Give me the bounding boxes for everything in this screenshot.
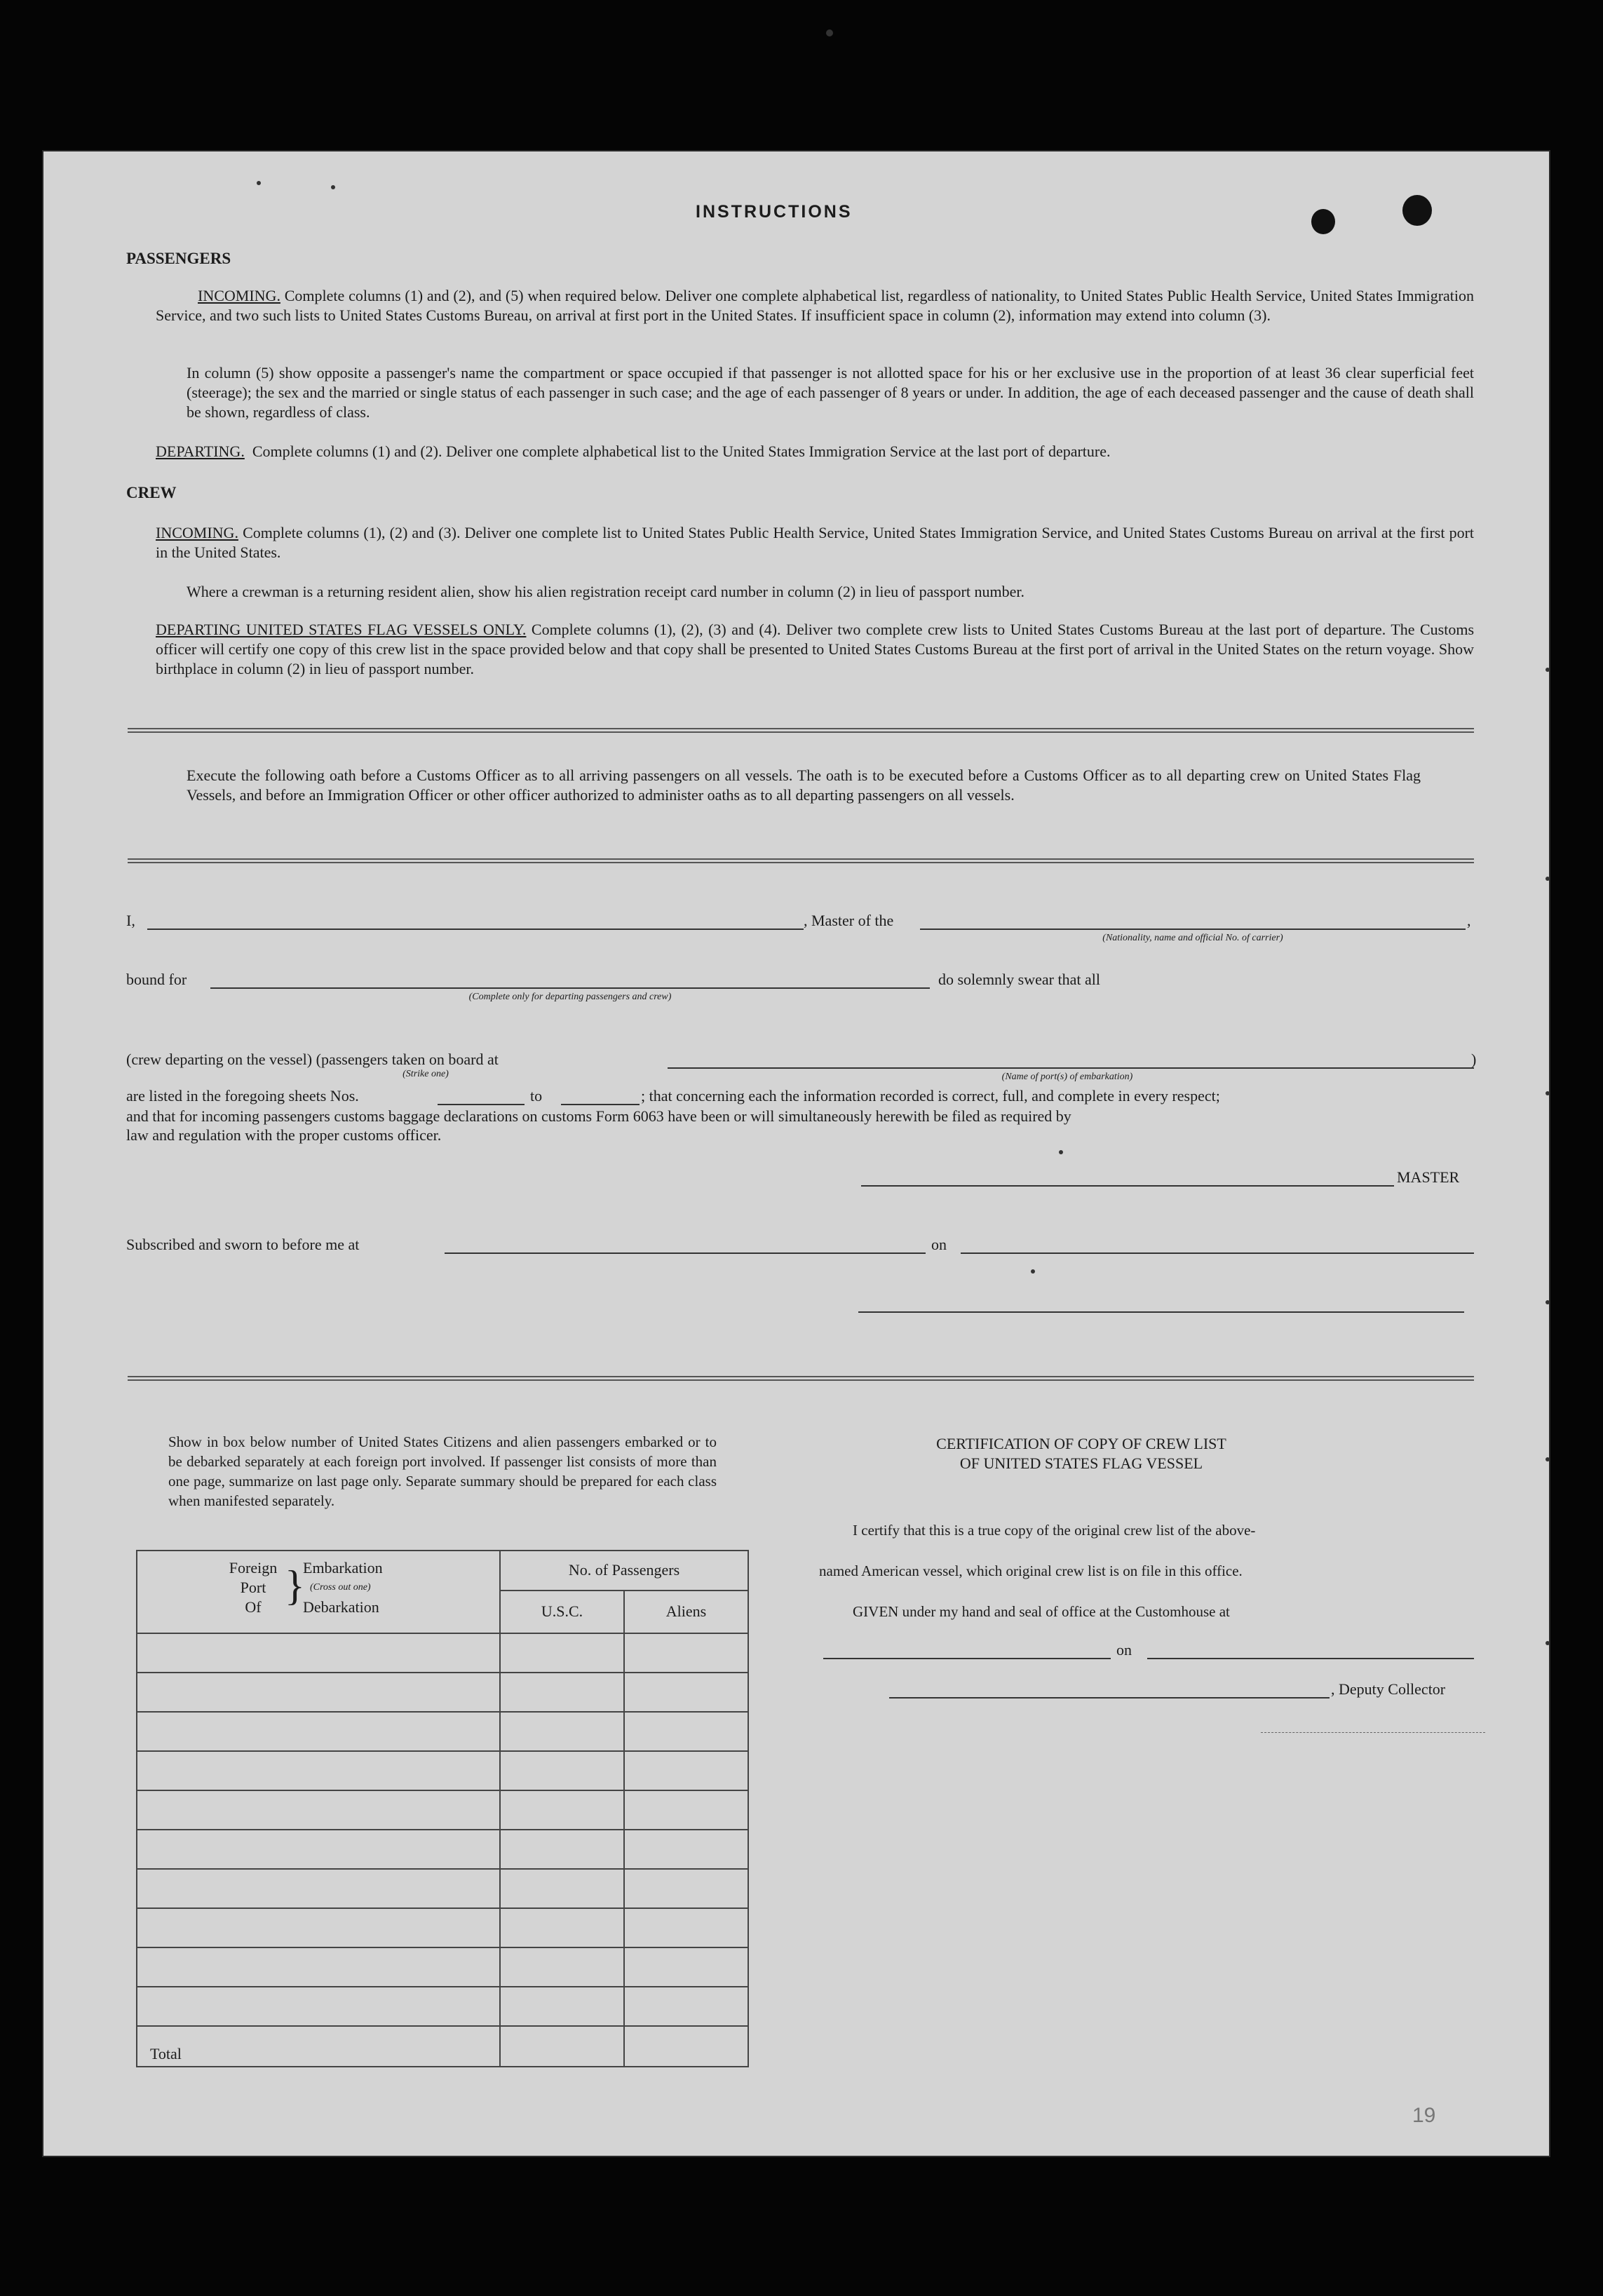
listed-prefix: are listed in the foregoing sheets Nos. [126,1087,359,1105]
certification-line-1: I certify that this is a true copy of the original crew list of the above- [853,1522,1256,1539]
col-of: Of [245,1598,262,1616]
passengers-incoming-text: Complete columns (1) and (2), and (5) when required below. Deliver one complete alphabetical list, regardless of nationality, to United States Public Health Service, United States Immigration Service, and two such lists to United States Customs Bureau, on arrival at first port in the United States. If insufficient space in column (2), information may extend into column (3). [156,287,1475,324]
crew-heading: CREW [126,484,177,501]
passenger-summary-table [136,1550,749,2067]
table-row [137,1790,748,1830]
passengers-departing-paragraph [156,442,1474,461]
sworn-on-label: on [931,1236,947,1253]
table-cell[interactable] [137,1947,500,1987]
master-label: MASTER [1397,1168,1460,1186]
table-cell[interactable] [137,1751,500,1790]
table-cell[interactable] [500,1790,624,1830]
passengers-departing-label: DEPARTING. [156,443,245,460]
passengers-column5-paragraph: In column (5) show opposite a passenger's name the compartment or space occupied if that passenger is not allotted space for his or her exclusive use in the proportion of at least 36 clear superficial feet (steerage); the sex and the married or single status of each passenger in such case; and the age of each passenger of 8 years or under. In addition, the age of each deceased passenger and the cause of death shall be shown, regardless of class. [187,364,1474,421]
listed-line-d: law and regulation with the proper customs officer. [126,1126,442,1144]
passengers-incoming-label: INCOMING. [198,287,280,304]
divider [128,1376,1474,1381]
table-cell[interactable] [624,1908,748,1947]
usc-header: U.S.C. [500,1591,624,1633]
oath-trailing-comma: , [1467,912,1471,929]
table-cell[interactable] [137,1869,500,1908]
total-label: Total [137,2026,500,2067]
bound-hint: (Complete only for departing passengers and crew) [468,992,672,1002]
table-row [137,1633,748,1673]
certification-line-3: GIVEN under my hand and seal of office at the Customhouse at [853,1603,1230,1620]
table-row [137,1987,748,2026]
table-cell[interactable] [624,1830,748,1869]
table-cell[interactable] [500,1633,624,1673]
table-cell[interactable] [624,1947,748,1987]
divider [128,728,1474,733]
customhouse-field[interactable] [823,1658,1111,1659]
speck [1031,1269,1035,1274]
table-cell[interactable] [137,1908,500,1947]
speck [257,181,261,185]
carrier-field[interactable] [920,928,1466,930]
listed-suffix: ; that concerning each the information recorded is correct, full, and complete in every respect; [641,1087,1220,1105]
oath-intro: Execute the following oath before a Customs Officer as to all arriving passengers on all vessels. The oath is to be executed before a Customs Officer as to all departing crew on United States Flag Vessels, and before an Immigration Officer or other officer authorized to administer oaths as to all departing passengers on all vessels. [187,767,1421,804]
table-cell[interactable] [500,1673,624,1712]
officer-signature-field[interactable] [858,1311,1464,1313]
strike-hint: (Strike one) [403,1069,449,1079]
table-cell[interactable] [137,1830,500,1869]
crew-departing-label: DEPARTING UNITED STATES FLAG VESSELS ONLY. [156,621,527,638]
listed-line-c: and that for incoming passengers customs baggage declarations on customs Form 6063 have been or will simultaneously herewith be filed as required by [126,1107,1071,1125]
speck [1545,1457,1550,1461]
table-row [137,1947,748,1987]
table-cell[interactable] [624,1712,748,1751]
oath-close-paren: ) [1471,1051,1477,1068]
speck [1545,1300,1550,1304]
summary-instructions: Show in box below number of United States Citizens and alien passengers embarked or to be debarked separately at each foreign port involved. If passenger list consists of more than one page, summarize on last page only. Separate summary should be prepared for each class when manifested separately. [168,1433,717,1509]
col-embarkation: Embarkation [303,1559,383,1576]
aliens-header: Aliens [624,1591,748,1633]
master-signature-field[interactable] [861,1185,1394,1187]
table-row [137,1751,748,1790]
col-cross: (Cross out one) [310,1582,371,1593]
table-cell[interactable] [624,1673,748,1712]
ink-blot [1402,195,1432,226]
bound-for-field[interactable] [210,987,930,989]
table-cell[interactable] [500,1947,624,1987]
brace-icon: } [285,1562,305,1609]
certification-date-field[interactable] [1147,1658,1474,1659]
ink-blot [1311,209,1335,234]
faint-rule [1261,1732,1485,1733]
oath-bound-for-label: bound for [126,971,187,988]
embarkation-port-field[interactable] [668,1067,1474,1069]
table-cell[interactable] [624,1790,748,1830]
table-row [137,1712,748,1751]
table-cell[interactable] [500,1908,624,1947]
passengers-heading: PASSENGERS [126,250,231,267]
table-row [137,1830,748,1869]
deputy-signature-field[interactable] [889,1697,1330,1699]
carrier-hint: (Nationality, name and official No. of carrier) [1102,933,1283,943]
sworn-location-field[interactable] [445,1252,926,1254]
total-usc-cell[interactable] [500,2026,624,2067]
table-cell[interactable] [137,1633,500,1673]
col-debarkation: Debarkation [303,1598,379,1616]
document-sheet [43,151,1549,2156]
total-aliens-cell[interactable] [624,2026,748,2067]
speck [1545,877,1550,881]
sworn-date-field[interactable] [961,1252,1474,1254]
table-cell[interactable] [137,1712,500,1751]
table-cell[interactable] [500,1830,624,1869]
table-cell[interactable] [500,1712,624,1751]
certification-on-label: on [1116,1641,1132,1659]
oath-listed-text [126,1087,359,1105]
page-number: 19 [1412,2104,1436,2127]
table-row [137,1673,748,1712]
table-row [137,1908,748,1947]
certification-title-2: OF UNITED STATES FLAG VESSEL [959,1454,1203,1472]
speck [1545,668,1550,672]
crew-departing-text: Complete columns (1), (2), (3) and (4). Deliver two complete crew lists to United States Customs Bureau at the last port of departure. The Customs officer will certify one copy of this crew list in the space provided below and that copy shall be presented to United States Customs Bureau at the first port of arrival in the United States on the return voyage. Show birthplace in column (2) in lieu of passport number. [156,621,1475,677]
table-cell[interactable] [500,1869,624,1908]
certification-line-2: named American vessel, which original crew list is on file in this office. [819,1562,1243,1579]
table-row [137,1869,748,1908]
embark-hint: (Name of port(s) of embarkation) [1001,1072,1133,1082]
passengers-incoming-paragraph [114,286,1474,325]
subscribed-label: Subscribed and sworn to before me at [126,1236,360,1253]
page-title: INSTRUCTIONS [696,202,853,222]
crew-incoming-text: Complete columns (1), (2) and (3). Deliver one complete list to United States Public Health Service, United States Immigration Service, and United States Customs Bureau on arrival at the first port in the United States. [156,524,1475,561]
sheet-to-field[interactable] [561,1104,640,1105]
speck [1545,1091,1550,1095]
speck [826,29,833,36]
master-name-field[interactable] [147,928,804,930]
table-cell[interactable] [137,1790,500,1830]
passengers-departing-text: Complete columns (1) and (2). Deliver one complete alphabetical list to the United States Immigration Service at the last port of departure. [252,443,1111,460]
certification-title-1: CERTIFICATION OF COPY OF CREW LIST [936,1435,1226,1452]
listed-to-label: to [530,1087,543,1105]
crew-resident-paragraph: Where a crewman is a returning resident alien, show his alien registration receipt card number in column (2) in lieu of passport number. [187,583,1024,600]
oath-crew-passengers: (crew departing on the vessel) (passengers taken on board at [126,1051,499,1068]
table-cell[interactable] [137,1987,500,2026]
table-cell[interactable] [624,1869,748,1908]
deputy-collector-label: , Deputy Collector [1331,1680,1446,1698]
total-row [137,2026,748,2067]
oath-swear-text: do solemnly swear that all [938,971,1100,988]
table-cell[interactable] [624,1751,748,1790]
col-port: Port [240,1579,266,1596]
speck [1059,1150,1063,1154]
table-cell[interactable] [137,1673,500,1712]
no-passengers-header: No. of Passengers [500,1551,748,1591]
table-cell[interactable] [500,1987,624,2026]
table-cell[interactable] [624,1987,748,2026]
speck [331,185,335,189]
divider [128,858,1474,863]
speck [1545,1641,1550,1645]
col-foreign: Foreign [229,1559,278,1576]
port-header-cell [137,1551,500,1633]
crew-departing-paragraph [156,620,1474,679]
oath-master-of-label: , Master of the [804,912,894,929]
oath-i-label: I, [126,912,135,929]
table-cell[interactable] [500,1751,624,1790]
table-cell[interactable] [624,1633,748,1673]
crew-incoming-label: INCOMING. [156,524,238,541]
sheet-from-field[interactable] [438,1104,525,1105]
crew-incoming-paragraph [156,523,1474,562]
